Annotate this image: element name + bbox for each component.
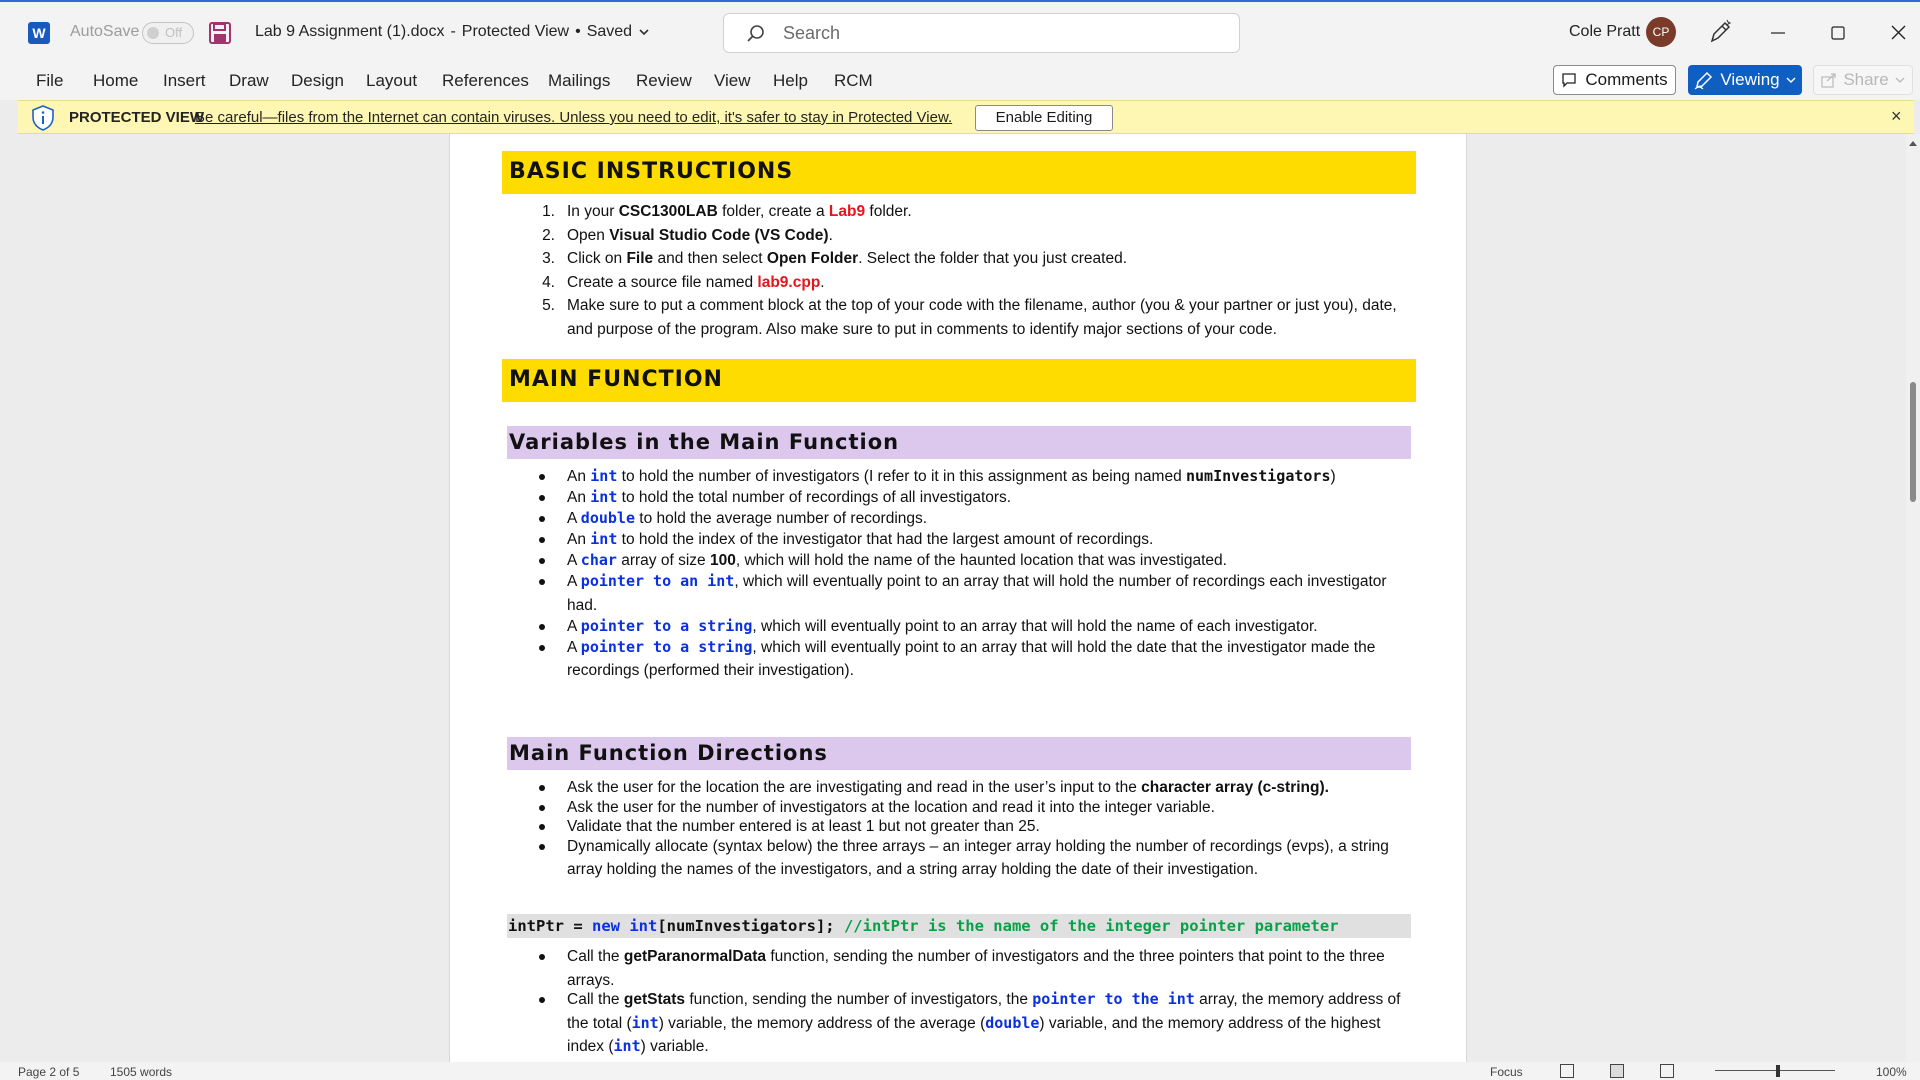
scroll-up-icon[interactable] (1906, 138, 1920, 150)
title-separator: - (450, 23, 456, 40)
text-run: ) variable. (640, 1038, 709, 1055)
text-run: getStats (623, 991, 686, 1008)
text-run: to hold the total number of recordings of all investigators. (617, 489, 1012, 506)
list-item (567, 528, 1407, 552)
tab-help[interactable]: Help (773, 71, 808, 90)
code-keyword: pointer to an int (580, 572, 735, 590)
designer-pen-icon[interactable] (1708, 19, 1732, 45)
text-run: . Select the folder that you just created. (858, 250, 1128, 267)
status-bar (0, 1062, 1920, 1080)
code-comment: //intPtr is the name of the integer pointer parameter (843, 917, 1339, 935)
list-number: 5. (542, 297, 555, 314)
save-icon[interactable] (208, 21, 232, 45)
directions-list (567, 776, 1407, 878)
code-keyword: int (631, 1013, 659, 1032)
text-run: , which will eventually point to an array that will hold the name of each investigator. (752, 617, 1318, 635)
heading-text: Main Function Directions (509, 741, 828, 765)
list-item (567, 636, 1407, 683)
text-run: ) (1330, 468, 1336, 485)
chevron-down-icon (1895, 75, 1905, 85)
text-run: A (567, 510, 581, 527)
text-run: to hold the average number of recordings. (634, 510, 928, 527)
list-item (567, 465, 1407, 489)
text-run: Click on (567, 250, 627, 267)
heading-basic-instructions (502, 151, 1416, 194)
text-run: to hold the index of the investigator that had the largest amount of recordings. (617, 531, 1154, 548)
text-run: ) variable, and the memory address of the highest index ( (567, 1014, 1381, 1055)
list-item (542, 224, 1407, 248)
viewing-label: Viewing (1720, 70, 1780, 89)
list-item (567, 835, 1407, 882)
text-run: , which will eventually point to an array that will hold the date that the investigator made the recordings (performed their investigation). (567, 638, 1376, 679)
text-run: array, the memory address of the total ( (567, 991, 1401, 1032)
text-run: function, sending the number of investigators and the three pointers that point to the three arrays. (567, 948, 1385, 989)
protected-view-message[interactable]: Be careful—files from the Internet can contain viruses. Unless you need to edit, it's safer to stay in Protected View. (195, 109, 953, 126)
zoom-level[interactable]: 100% (1876, 1065, 1907, 1079)
share-icon (1821, 72, 1837, 88)
focus-button[interactable]: Focus (1490, 1065, 1523, 1079)
minimize-icon[interactable] (1770, 20, 1786, 46)
maximize-icon[interactable] (1830, 20, 1846, 46)
code-keyword: char (580, 551, 617, 569)
tab-home[interactable]: Home (93, 71, 139, 90)
tab-review[interactable]: Review (636, 71, 692, 90)
vertical-scrollbar[interactable] (1906, 134, 1920, 1062)
tab-mailings[interactable]: Mailings (548, 71, 611, 90)
autosave-state: Off (165, 25, 183, 40)
text-run: File (626, 250, 654, 267)
basic-instructions-list (542, 200, 1407, 341)
tab-file[interactable]: File (36, 71, 64, 90)
word-app-icon: W (28, 22, 50, 44)
text-run: A (567, 638, 581, 656)
toggle-knob (147, 27, 159, 39)
enable-editing-button[interactable]: Enable Editing (975, 105, 1113, 131)
document-page (449, 134, 1467, 1062)
web-layout-icon[interactable] (1660, 1064, 1674, 1078)
text-run: character array (c-string). (1141, 779, 1329, 796)
text-run: Open (567, 226, 610, 244)
save-status: Saved (586, 23, 633, 40)
text-run: ) variable, the memory address of the average ( (658, 1014, 986, 1032)
text-run: CSC1300LAB (618, 203, 718, 220)
text-run: A (567, 617, 581, 635)
list-number: 1. (542, 203, 555, 220)
protected-view-bar (18, 100, 1914, 134)
text-run: , which will eventually point to an array that will hold the number of recordings each investigator had. (567, 573, 1387, 614)
code-snippet (507, 914, 1411, 938)
code-keyword: double (580, 509, 635, 527)
tab-references[interactable]: References (442, 71, 529, 90)
scrollbar-thumb[interactable] (1910, 382, 1916, 502)
code-keyword: double (985, 1013, 1040, 1032)
text-run: to hold the number of investigators (I refer to it in this assignment as being named (617, 468, 1186, 485)
list-item (567, 549, 1407, 573)
search-placeholder: Search (783, 23, 841, 43)
text-run: An (567, 531, 591, 548)
protected-view-label: PROTECTED VIEW (69, 109, 205, 126)
code-keyword: int (590, 530, 618, 548)
text-run: Call the (567, 948, 624, 965)
code-keyword: int (590, 467, 618, 485)
list-item (567, 988, 1407, 1059)
text-run: Validate that the number entered is at least 1 but not greater than 25. (567, 818, 1040, 835)
list-item (542, 200, 1407, 224)
view-status: Protected View (461, 23, 570, 40)
function-calls-list (567, 945, 1407, 1055)
text-run: getParanormalData (623, 948, 767, 965)
chevron-down-icon (638, 26, 650, 38)
code-token: new int (592, 917, 658, 935)
heading-text: BASIC INSTRUCTIONS (509, 159, 794, 184)
tab-layout[interactable]: Layout (366, 71, 418, 90)
heading-variables (507, 426, 1411, 459)
tab-design[interactable]: Design (291, 71, 344, 90)
code-keyword: int (590, 488, 618, 506)
list-number: 3. (542, 250, 555, 267)
text-run: Ask the user for the location the are investigating and read in the user’s input to the (567, 779, 1142, 796)
close-icon[interactable]: × (1891, 106, 1902, 126)
list-item (542, 294, 1407, 341)
list-item (567, 615, 1407, 639)
list-number: 2. (542, 226, 555, 244)
list-item (567, 507, 1407, 531)
text-run: 100 (709, 552, 736, 569)
user-name[interactable]: Cole Pratt (1569, 23, 1641, 40)
viewing-mode-button[interactable] (1688, 65, 1802, 95)
text-run: , which will hold the name of the haunted location that was investigated. (735, 552, 1227, 569)
comments-button[interactable] (1553, 65, 1676, 95)
heading-text: MAIN FUNCTION (509, 367, 723, 392)
close-window-icon[interactable] (1890, 20, 1906, 46)
share-label: Share (1843, 70, 1889, 89)
document-canvas (0, 134, 1906, 1062)
comment-icon (1561, 72, 1577, 88)
zoom-slider[interactable] (1715, 1070, 1835, 1071)
autosave-toggle[interactable] (142, 22, 194, 44)
text-run: lab9.cpp (757, 273, 821, 291)
document-title[interactable] (255, 23, 650, 41)
code-keyword: pointer to a string (580, 616, 753, 635)
text-run: . (828, 226, 833, 244)
heading-directions (507, 737, 1411, 770)
document-filename: Lab 9 Assignment (1).docx (255, 23, 445, 40)
list-item (542, 247, 1407, 271)
text-run: In your (567, 203, 619, 220)
text-run: Visual Studio Code (VS Code) (609, 226, 829, 244)
code-keyword: pointer to a string (580, 637, 753, 656)
text-run: array of size (616, 552, 710, 569)
tab-view[interactable]: View (714, 71, 751, 90)
heading-text: Variables in the Main Function (509, 430, 900, 454)
read-mode-icon[interactable] (1560, 1064, 1574, 1078)
text-run: Call the (567, 991, 624, 1008)
text-run: Ask the user for the number of investigators at the location and read it into the integer variable. (567, 798, 1215, 816)
text-run: Dynamically allocate (syntax below) the three arrays – an integer array holding the number of recordings (evps), a string array holding the names of the investigators, and a string array holding the date of their investigation. (567, 837, 1389, 878)
avatar[interactable]: CP (1646, 17, 1676, 47)
title-bar (0, 0, 1920, 62)
text-run: An (567, 468, 591, 485)
share-button[interactable] (1813, 65, 1913, 95)
text-run: Create a source file named (567, 273, 758, 291)
text-run: A (567, 573, 581, 590)
zoom-slider-thumb[interactable] (1776, 1065, 1780, 1077)
code-keyword: pointer to the int (1032, 990, 1195, 1008)
tab-insert[interactable]: Insert (163, 71, 206, 90)
text-run: Lab9 (828, 203, 866, 220)
comments-label: Comments (1585, 70, 1668, 89)
search-box[interactable] (723, 13, 1240, 53)
text-run: A (567, 552, 581, 569)
word-count[interactable]: 1505 words (110, 1065, 173, 1079)
text-run: folder, create a (717, 203, 829, 220)
autosave-label: AutoSave (70, 23, 140, 40)
code-token: intPtr = (508, 917, 592, 935)
search-icon (746, 24, 766, 44)
chevron-down-icon (1786, 75, 1796, 85)
text-run: function, sending the number of investigators, the (685, 991, 1033, 1008)
pen-icon (1694, 70, 1714, 90)
list-item (567, 570, 1407, 617)
tab-draw[interactable]: Draw (229, 71, 269, 90)
code-keyword: int (613, 1037, 641, 1055)
shield-info-icon (30, 105, 56, 131)
text-run: folder. (865, 203, 912, 220)
code-keyword: numInvestigators (1186, 467, 1331, 485)
heading-main-function (502, 359, 1416, 402)
page-count[interactable]: Page 2 of 5 (18, 1065, 80, 1079)
print-layout-icon[interactable] (1610, 1064, 1624, 1078)
list-item (567, 486, 1407, 510)
text-run: Open Folder (766, 250, 859, 267)
text-run: An (567, 489, 591, 506)
list-item (567, 945, 1407, 992)
code-token: [numInvestigators]; (657, 917, 844, 935)
tab-rcm[interactable]: RCM (834, 71, 873, 90)
text-run: . (820, 273, 825, 291)
text-run: Make sure to put a comment block at the top of your code with the filename, author (you & your partner or just you), date, and purpose of the program. Also make sure to put in comments to identify major sections of your code. (567, 297, 1397, 338)
title-separator: • (575, 23, 581, 40)
variables-list (567, 465, 1407, 680)
text-run: and then select (653, 250, 767, 267)
list-item (542, 271, 1407, 295)
list-number: 4. (542, 273, 555, 291)
